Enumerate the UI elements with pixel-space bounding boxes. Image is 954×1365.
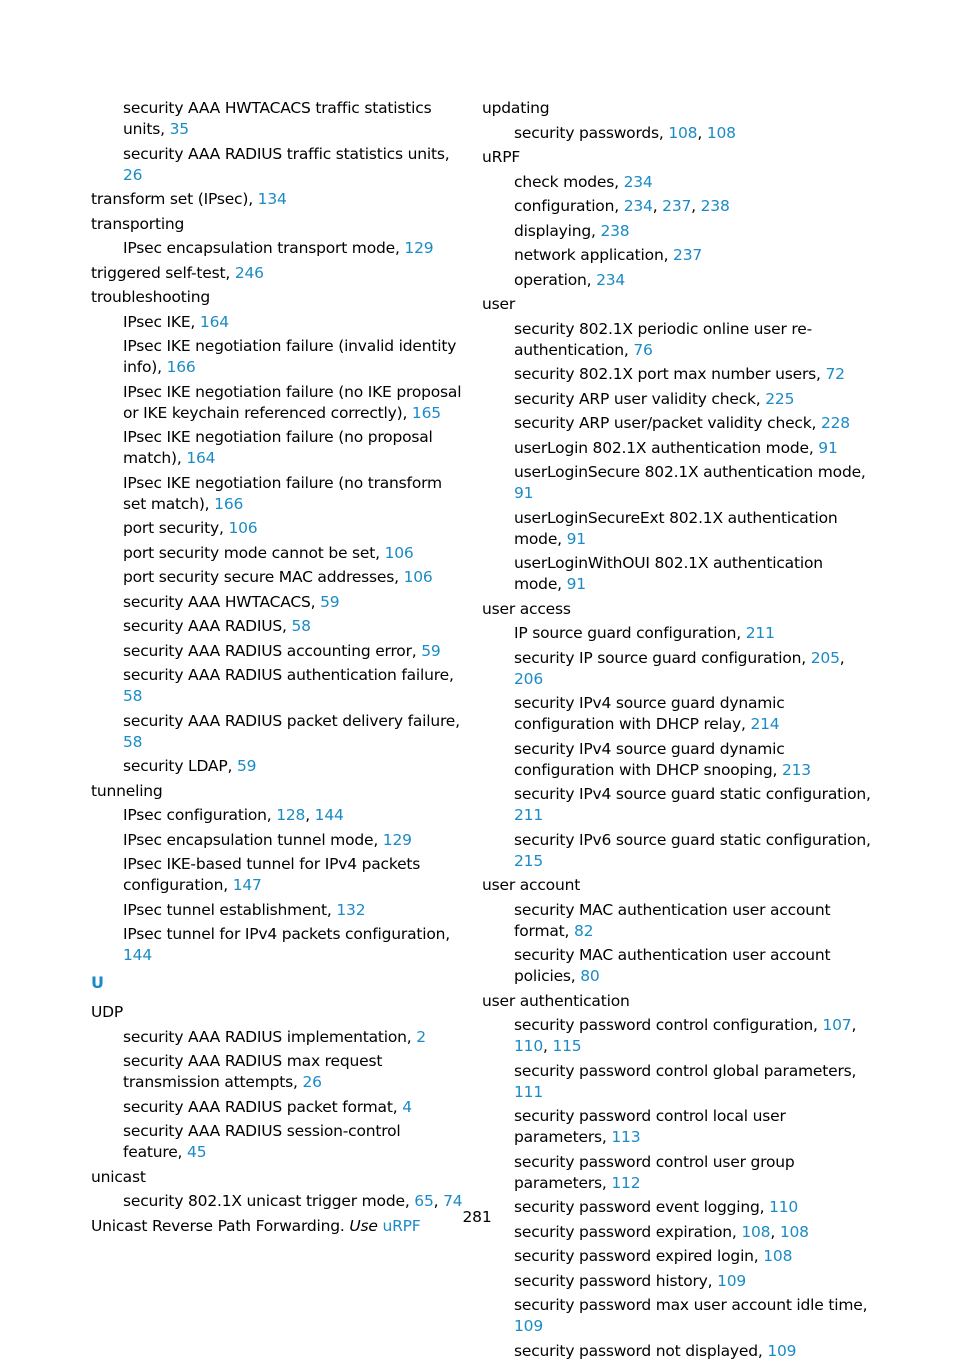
entry-text: security IPv4 source guard dynamic configuration with DHCP relay, xyxy=(514,694,785,733)
entry-text: user xyxy=(482,295,516,313)
index-sub-entry xyxy=(91,711,463,753)
page-link[interactable]: 59 xyxy=(320,592,340,611)
page-link[interactable]: 206 xyxy=(514,669,543,688)
index-sub-entry xyxy=(91,830,463,851)
index-main-entry xyxy=(91,189,463,210)
page-link[interactable]: 128 xyxy=(276,806,306,824)
index-sub-entry: security password expiration, 108, 108 xyxy=(514,1222,809,1241)
entry-text: uRPF xyxy=(482,148,521,166)
entry-text: security password not displayed, xyxy=(514,1341,763,1360)
entry-text: port security, xyxy=(123,519,224,537)
page-link[interactable]: 91 xyxy=(566,529,586,548)
index-sub-entry xyxy=(482,945,872,987)
page-link[interactable]: 113 xyxy=(611,1128,641,1146)
entry-text: security password max user account idle time, xyxy=(514,1296,868,1314)
page-link[interactable]: 91 xyxy=(514,484,534,502)
index-sub-entry xyxy=(482,1271,872,1292)
entry-text: port security secure MAC addresses, xyxy=(123,568,399,586)
entry-text: user access xyxy=(482,599,571,618)
index-sub-entry xyxy=(91,336,463,378)
page-link[interactable]: 2 xyxy=(416,1027,426,1046)
entry-text: IPsec IKE, xyxy=(123,312,196,331)
entry-text: security password control user group parameters, xyxy=(514,1152,795,1192)
page-link[interactable]: 213 xyxy=(781,760,811,779)
index-sub-entry: security password control configuration, 107, 110, 115 xyxy=(514,1016,857,1055)
page-link[interactable]: 237 xyxy=(662,197,692,215)
page-link[interactable]: 110 xyxy=(769,1198,799,1216)
index-sub-entry xyxy=(482,693,872,735)
entry-text: security AAA HWTACACS, xyxy=(123,592,316,611)
page-link[interactable]: 132 xyxy=(336,900,366,919)
entry-text: security 802.1X periodic online user re-authentication, xyxy=(514,319,812,359)
entry-text: IP source guard configuration, xyxy=(514,624,742,642)
entry-text: security LDAP, xyxy=(123,757,233,775)
entry-text: security AAA RADIUS max request transmission attempts, xyxy=(123,1052,383,1091)
page-link[interactable]: 106 xyxy=(228,519,258,537)
page-link[interactable]: 211 xyxy=(745,624,775,642)
entry-text: configuration, xyxy=(514,197,619,215)
entry-text: IPsec IKE negotiation failure (invalid identity info), xyxy=(123,337,457,376)
index-main-entry xyxy=(91,1167,463,1188)
entry-text: security password control local user parameters, xyxy=(514,1107,786,1146)
page-link[interactable]: 59 xyxy=(236,757,257,775)
page-link[interactable]: 82 xyxy=(573,921,594,940)
page-link[interactable]: 147 xyxy=(232,876,262,894)
page-link[interactable]: 234 xyxy=(623,172,653,191)
page-link[interactable]: 234 xyxy=(596,270,626,289)
page-link[interactable]: 205 xyxy=(810,648,840,667)
index-sub-entry xyxy=(482,438,872,459)
page-link[interactable]: 4 xyxy=(402,1097,412,1116)
page-link[interactable]: 72 xyxy=(825,365,845,383)
index-sub-entry xyxy=(482,900,872,942)
entry-text: unicast xyxy=(91,1167,146,1186)
entry-text: IPsec IKE negotiation failure (no proposal match), xyxy=(123,428,433,467)
entry-text: IPsec configuration, xyxy=(123,806,272,824)
see-reference-link[interactable]: uRPF xyxy=(382,1216,421,1235)
entry-text: port security mode cannot be set, xyxy=(123,543,380,562)
index-sub-entry xyxy=(91,900,463,921)
entry-text: security AAA RADIUS authentication failure, xyxy=(123,666,454,684)
index-sub-entry xyxy=(482,364,872,385)
entry-text: troubleshooting xyxy=(91,288,211,306)
entry-text: security MAC authentication user account format, xyxy=(514,900,831,940)
index-sub-entry xyxy=(91,616,463,637)
entry-text: userLoginSecureExt 802.1X authentication mode, xyxy=(514,508,838,548)
index-sub-entry xyxy=(91,1027,463,1048)
page-link[interactable]: 164 xyxy=(199,312,229,331)
page-link[interactable]: 211 xyxy=(514,806,543,824)
page-link[interactable]: 108 xyxy=(779,1222,809,1241)
index-sub-entry xyxy=(91,98,463,140)
index-sub-entry xyxy=(91,1051,463,1093)
index-main-entry xyxy=(482,599,872,620)
entry-text: security password event logging, xyxy=(514,1198,765,1216)
index-sub-entry xyxy=(91,756,463,777)
entry-text: updating xyxy=(482,99,550,117)
entry-text: UDP xyxy=(91,1003,124,1021)
page-link[interactable]: 59 xyxy=(421,641,441,660)
entry-text: security AAA RADIUS accounting error, xyxy=(123,641,417,660)
index-sub-entry xyxy=(482,245,872,266)
index-sub-entry: configuration, 234, 237, 238 xyxy=(514,197,730,215)
page-link[interactable]: 108 xyxy=(706,123,736,142)
page-link[interactable]: 108 xyxy=(763,1247,793,1265)
entry-text: network application, xyxy=(514,246,669,264)
page-link[interactable]: 109 xyxy=(514,1317,543,1335)
see-reference-label: Use xyxy=(349,1216,378,1235)
index-main-entry xyxy=(91,1002,463,1023)
index-sub-entry xyxy=(91,312,463,333)
page-link[interactable]: 129 xyxy=(404,239,434,257)
entry-text: user account xyxy=(482,876,581,894)
index-sub-entry xyxy=(482,1061,872,1103)
page-link[interactable]: 164 xyxy=(186,449,216,467)
entry-text: security ARP user validity check, xyxy=(514,389,761,408)
index-main-entry xyxy=(91,287,463,308)
index-sub-entry xyxy=(482,1106,872,1148)
page-link[interactable]: 214 xyxy=(750,715,780,733)
entry-text: IPsec tunnel for IPv4 packets configuration, xyxy=(123,925,450,943)
entry-text: security password control global parameters, xyxy=(514,1061,857,1080)
entry-text: security AAA HWTACACS traffic statistics units, xyxy=(123,99,432,138)
entry-text: security password history, xyxy=(514,1271,713,1290)
entry-text: security IPv6 source guard static configuration, xyxy=(514,830,871,849)
index-sub-entry xyxy=(482,784,872,826)
index-main-entry xyxy=(482,98,872,119)
index-sub-entry xyxy=(91,854,463,896)
page-link[interactable]: 134 xyxy=(257,190,287,208)
entry-text: displaying, xyxy=(514,221,596,240)
index-sub-entry: security 802.1X unicast trigger mode, 65, 74 xyxy=(123,1192,463,1210)
page-link[interactable]: 106 xyxy=(384,543,414,562)
entry-text: userLoginSecure 802.1X authentication mode, xyxy=(514,463,866,481)
index-main-entry xyxy=(91,781,463,802)
page-link[interactable]: 58 xyxy=(291,617,311,635)
index-main-entry xyxy=(482,147,872,168)
index-sub-entry xyxy=(91,1121,463,1163)
index-sub-entry xyxy=(91,543,463,564)
index-sub-entry xyxy=(482,1152,872,1194)
entry-text: security AAA RADIUS packet format, xyxy=(123,1097,398,1116)
index-sub-entry xyxy=(91,382,463,424)
entry-text: transporting xyxy=(91,214,185,233)
entry-text: security password expired login, xyxy=(514,1247,759,1265)
page-link[interactable]: 26 xyxy=(123,165,143,184)
index-main-entry xyxy=(482,875,872,896)
entry-text: security AAA RADIUS session-control feature, xyxy=(123,1122,401,1161)
page-link[interactable]: 108 xyxy=(741,1222,771,1241)
entry-text: IPsec IKE negotiation failure (no IKE proposal or IKE keychain referenced correctly), xyxy=(123,382,462,422)
entry-text: userLogin 802.1X authentication mode, xyxy=(514,438,814,457)
index-sub-entry xyxy=(482,1246,872,1267)
index-sub-entry xyxy=(91,473,463,515)
entry-text: IPsec encapsulation tunnel mode, xyxy=(123,830,379,849)
index-main-entry xyxy=(482,294,872,315)
index-main-entry xyxy=(91,263,463,284)
page-link[interactable]: 58 xyxy=(123,732,143,751)
entry-text: security MAC authentication user account policies, xyxy=(514,946,831,985)
index-sub-entry: security IP source guard configuration, 205, 206 xyxy=(514,648,845,688)
index-sub-entry xyxy=(482,413,872,434)
page-link[interactable]: 109 xyxy=(767,1341,797,1360)
entry-text: transform set (IPsec), xyxy=(91,190,253,208)
entry-text: security IPv4 source guard dynamic configuration with DHCP snooping, xyxy=(514,739,785,779)
index-sub-entry xyxy=(482,1295,872,1337)
entry-text: security 802.1X port max number users, xyxy=(514,365,821,383)
index-sub-entry xyxy=(482,462,872,504)
page-link[interactable]: 238 xyxy=(600,221,630,240)
entry-text: IPsec tunnel establishment, xyxy=(123,900,332,919)
page-link[interactable]: 115 xyxy=(552,1037,582,1055)
page-link[interactable]: 26 xyxy=(302,1073,322,1091)
page-link[interactable]: 246 xyxy=(234,263,264,282)
index-sub-entry xyxy=(91,641,463,662)
page-link[interactable]: 166 xyxy=(214,494,244,513)
index-sub-entry xyxy=(482,739,872,781)
index-main-entry xyxy=(91,214,463,235)
index-sub-entry xyxy=(91,144,463,186)
entry-text: security AAA RADIUS packet delivery failure, xyxy=(123,711,460,730)
page-link[interactable]: 109 xyxy=(717,1271,747,1290)
page-link[interactable]: 35 xyxy=(169,120,189,138)
index-sub-entry: IPsec configuration, 128, 144 xyxy=(123,806,344,824)
entry-text: security password expiration, xyxy=(514,1222,737,1241)
page-link[interactable]: 234 xyxy=(623,197,653,215)
section-letter: U xyxy=(91,973,104,992)
index-sub-entry xyxy=(91,518,463,539)
entry-text: security IPv4 source guard static configuration, xyxy=(514,785,871,803)
page-link[interactable]: 74 xyxy=(443,1192,463,1210)
index-sub-entry xyxy=(482,508,872,550)
page-link[interactable]: 107 xyxy=(822,1016,852,1034)
page-link[interactable]: 144 xyxy=(314,806,344,824)
entry-text: security AAA RADIUS, xyxy=(123,617,287,635)
index-column-right xyxy=(482,98,872,1365)
index-sub-entry xyxy=(482,172,872,193)
index-sub-entry xyxy=(482,221,872,242)
page-number: 281 xyxy=(462,1208,492,1226)
index-sub-entry xyxy=(91,567,463,588)
entry-text: security AAA RADIUS implementation, xyxy=(123,1027,412,1046)
page-link[interactable]: 108 xyxy=(668,123,698,142)
page-link[interactable]: 91 xyxy=(566,575,586,593)
entry-text: security password control configuration, xyxy=(514,1016,818,1034)
index-sub-entry: security passwords, 108, 108 xyxy=(514,123,736,142)
page-link[interactable]: 112 xyxy=(611,1173,641,1192)
entry-text: check modes, xyxy=(514,172,619,191)
page-link[interactable]: 58 xyxy=(123,687,143,705)
index-main-entry xyxy=(482,991,872,1012)
page-link[interactable]: 111 xyxy=(514,1082,543,1101)
entry-text: IPsec IKE-based tunnel for IPv4 packets configuration, xyxy=(123,855,421,894)
page-link[interactable]: 237 xyxy=(673,246,703,264)
index-sub-entry xyxy=(91,238,463,259)
entry-text: security AAA RADIUS traffic statistics units, xyxy=(123,144,450,163)
index-sub-entry xyxy=(91,1097,463,1118)
page-link[interactable]: 110 xyxy=(514,1037,543,1055)
page-link[interactable]: 45 xyxy=(187,1143,207,1161)
entry-text: triggered self-test, xyxy=(91,263,231,282)
page-link[interactable]: 238 xyxy=(700,197,730,215)
page-link[interactable]: 144 xyxy=(123,946,152,964)
entry-text: Unicast Reverse Path Forwarding. xyxy=(91,1216,345,1235)
index-column-left xyxy=(91,98,463,1240)
entry-text: IPsec IKE negotiation failure (no transform set match), xyxy=(123,473,442,513)
page-link[interactable]: 166 xyxy=(166,358,196,376)
page-link[interactable]: 225 xyxy=(765,389,795,408)
page-link[interactable]: 106 xyxy=(403,568,433,586)
page-link[interactable]: 228 xyxy=(820,414,850,432)
entry-text: tunneling xyxy=(91,781,163,800)
index-sub-entry xyxy=(482,553,872,595)
page-link[interactable]: 65 xyxy=(414,1192,434,1210)
entry-text: security 802.1X unicast trigger mode, xyxy=(123,1192,410,1210)
entry-text: IPsec encapsulation transport mode, xyxy=(123,239,400,257)
page-link[interactable]: 165 xyxy=(411,403,441,422)
index-sub-entry xyxy=(482,830,872,872)
index-sub-entry xyxy=(482,319,872,361)
index-sub-entry xyxy=(482,623,872,644)
index-sub-entry xyxy=(482,270,872,291)
entry-text: security passwords, xyxy=(514,123,664,142)
page-link[interactable]: 76 xyxy=(633,340,653,359)
page-link[interactable]: 91 xyxy=(818,438,838,457)
entry-text: security IP source guard configuration, xyxy=(514,648,807,667)
index-sub-entry xyxy=(91,924,463,966)
page-link[interactable]: 215 xyxy=(514,851,543,870)
entry-text: userLoginWithOUI 802.1X authentication mode, xyxy=(514,554,823,593)
page-link[interactable]: 80 xyxy=(580,967,600,985)
entry-text: operation, xyxy=(514,270,592,289)
page-link[interactable]: 129 xyxy=(382,830,412,849)
index-sub-entry xyxy=(91,427,463,469)
index-sub-entry xyxy=(91,665,463,707)
index-sub-entry xyxy=(482,389,872,410)
entry-text: security ARP user/packet validity check, xyxy=(514,414,817,432)
index-sub-entry xyxy=(91,592,463,613)
index-sub-entry xyxy=(482,1341,872,1362)
entry-text: user authentication xyxy=(482,991,630,1010)
